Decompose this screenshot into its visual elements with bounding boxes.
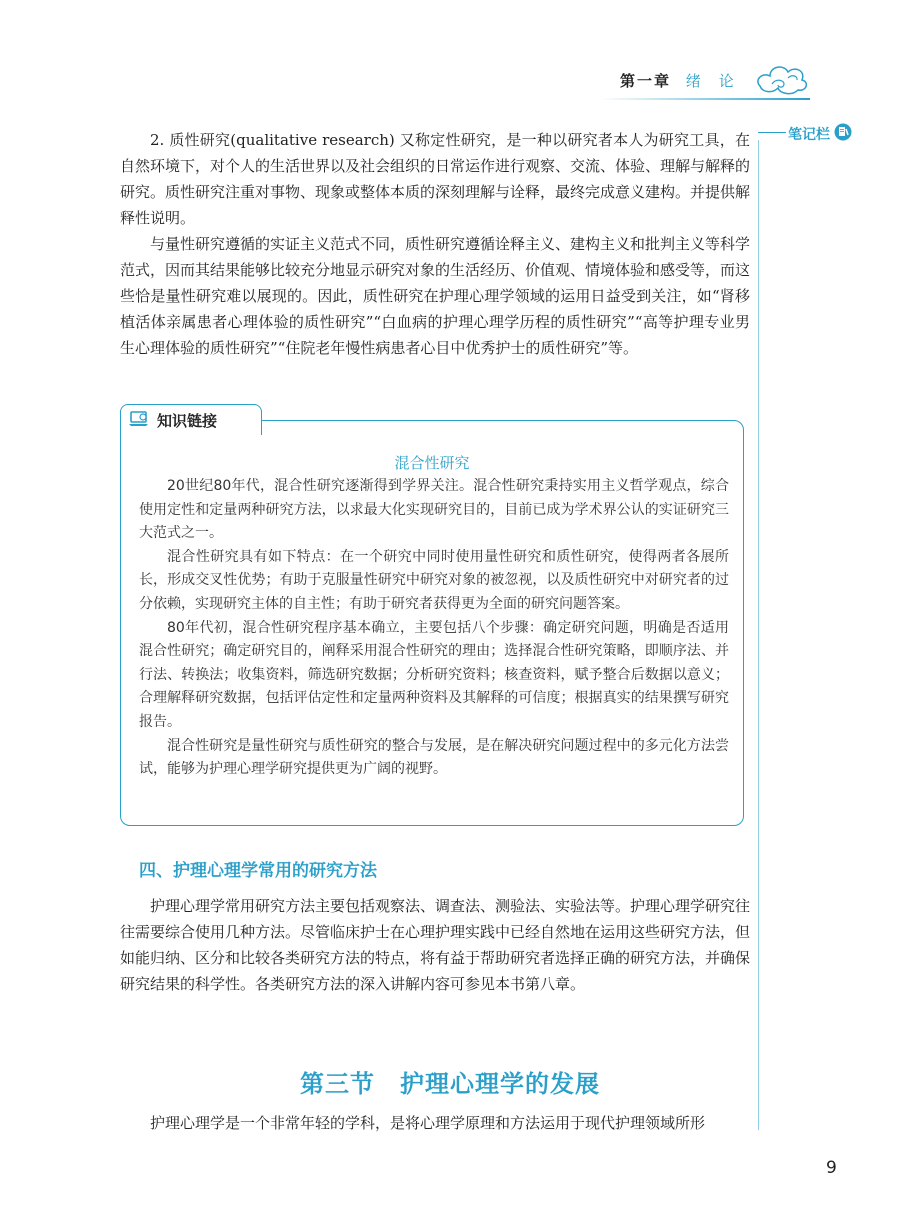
- notebook-pencil-icon: [834, 123, 852, 141]
- knowledge-link-paragraph-1: 20世纪80年代，混合性研究逐渐得到学界关注。混合性研究秉持实用主义哲学观点，综合使用定性和定量两种研究方法，以求最大化实现研究目的，目前已成为学术界公认的实证研究三大范式之一。: [139, 478, 729, 542]
- knowledge-link-paragraph-4: 混合性研究是量性研究与质性研究的整合与发展，是在解决研究问题过程中的多元化方法尝试，能够为护理心理学研究提供更为广阔的视野。: [139, 737, 729, 778]
- knowledge-link-body: [139, 475, 729, 782]
- notes-rule-top: [758, 132, 786, 133]
- chapter-number: 第一章: [620, 72, 672, 90]
- section-three-paragraph: 护理心理学是一个非常年轻的学科，是将心理学原理和方法运用于现代护理领域所形: [150, 1114, 706, 1132]
- section-three-body: [120, 1110, 750, 1136]
- page-number: 9: [826, 1158, 837, 1178]
- section-four-body: [120, 893, 750, 997]
- section-three-title: 第三节 护理心理学的发展: [300, 1070, 600, 1098]
- intro-paragraph-2: 与量性研究遵循的实证主义范式不同，质性研究遵循诠释主义、建构主义和批判主义等科学范式，因而其结果能够比较充分地显示研究对象的生活经历、价值观、情境体验和感受等，而这些恰是量性研究难以展现的。因此，质性研究在护理心理学领域的运用日益受到关注，如“肾移植活体亲属患者心理体验的质性研究”“白血病的护理心理学历程的质性研究”“高等护理专业男生心理体验的质性研究”“住院老年慢性病患者心目中优秀护士的质性研究”等。: [120, 235, 751, 357]
- intro-paragraph-1: 2. 质性研究(qualitative research) 又称定性研究，是一种以研究者本人为研究工具，在自然环境下，对个人的生活世界以及社会组织的日常运作进行观察、交流、体验、理解与解释的研究。质性研究注重对事物、现象或整体本质的深刻理解与诠释，最终完成意义建构。并提供解释性说明。: [120, 131, 751, 227]
- knowledge-link-label: 知识链接: [157, 412, 218, 430]
- section-four-paragraph: 护理心理学常用研究方法主要包括观察法、调查法、测验法、实验法等。护理心理学研究往往需要综合使用几种方法。尽管临床护士在心理护理实践中已经自然地在运用这些研究方法，但如能归纳、区分和比较各类研究方法的特点，将有益于帮助研究者选择正确的研究方法，并确保研究结果的科学性。各类研究方法的深入讲解内容可参见本书第八章。: [120, 897, 751, 993]
- knowledge-link-paragraph-3: 80年代初，混合性研究程序基本确立，主要包括八个步骤：确定研究问题，明确是否适用混合性研究；确定研究目的，阐释采用混合性研究的理由；选择混合性研究策略，即顺序法、并行法、转换法；收集资料，筛选研究数据；分析研究资料；核查资料，赋予整合后数据以意义；合理解释研究数据，包括评估定性和定量两种资料及其解释的可信度；根据真实的结果撰写研究报告。: [139, 619, 729, 730]
- knowledge-link-paragraph-2: 混合性研究具有如下特点：在一个研究中同时使用量性研究和质性研究，使得两者各展所长，形成交叉性优势；有助于克服量性研究中研究对象的被忽视，以及质性研究中对研究者的过分依赖，实现研究主体的自主性；有助于研究者获得更为全面的研究问题答案。: [139, 548, 729, 612]
- knowledge-link-title: 混合性研究: [394, 454, 470, 472]
- intro-section: [120, 127, 750, 361]
- running-header: [620, 70, 752, 91]
- knowledge-link-tab: [120, 404, 262, 435]
- notes-label: 笔记栏: [788, 127, 830, 143]
- cloud-ornament-icon: [752, 58, 812, 98]
- section-four-heading: 四、护理心理学常用的研究方法: [139, 861, 377, 881]
- header-rule: [600, 98, 810, 100]
- chapter-title: 绪论: [685, 72, 752, 90]
- laptop-link-icon: [128, 410, 150, 428]
- notes-rule-vertical: [758, 140, 759, 1130]
